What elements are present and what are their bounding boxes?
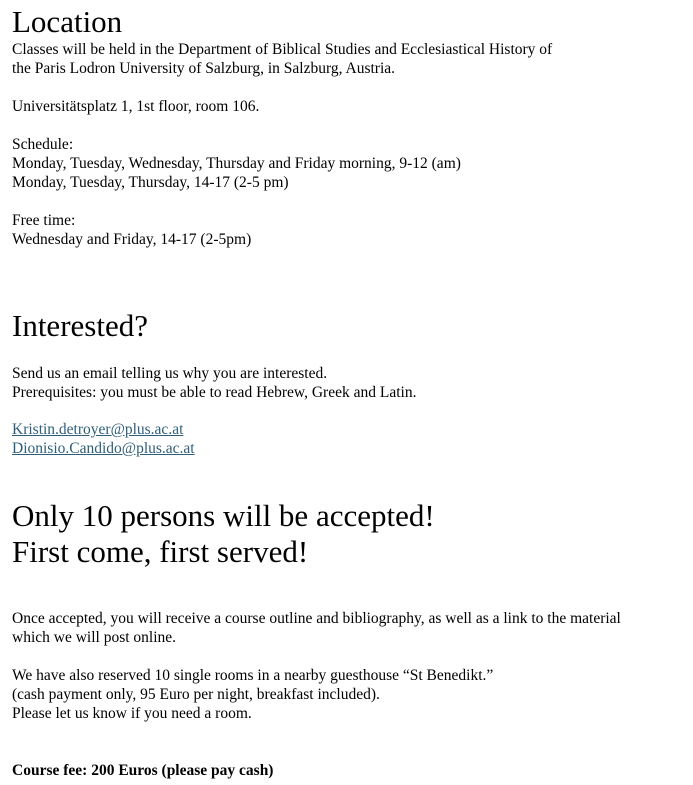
location-address: Universitätsplatz 1, 1st floor, room 106.: [12, 98, 260, 115]
location-line-2: the Paris Lodron University of Salzburg, in Salzburg, Austria.: [12, 60, 396, 77]
accepted-line-2: which we will post online.: [12, 629, 177, 646]
interested-line-1: Send us an email telling us why you are interested.: [12, 365, 328, 382]
rooms-line-2: (cash payment only, 95 Euro per night, breakfast included).: [12, 686, 380, 703]
rooms-line-3: Please let us know if you need a room.: [12, 705, 252, 722]
notice-line-1: Only 10 persons will be accepted!: [12, 498, 435, 533]
free-time-label: Free time:: [12, 212, 76, 229]
location-line-1: Classes will be held in the Department of Biblical Studies and Ecclesiastical History of: [12, 41, 553, 58]
prerequisites-line: Prerequisites: you must be able to read Hebrew, Greek and Latin.: [12, 384, 417, 401]
schedule-line-2: Monday, Tuesday, Thursday, 14-17 (2-5 pm): [12, 174, 289, 191]
rooms-line-1: We have also reserved 10 single rooms in a nearby guesthouse “St Benedikt.”: [12, 667, 494, 684]
email-link-kristin[interactable]: Kristin.detroyer@plus.ac.at: [12, 421, 184, 438]
schedule-line-1: Monday, Tuesday, Wednesday, Thursday and Friday morning, 9-12 (am): [12, 155, 461, 172]
accepted-line-1: Once accepted, you will receive a course outline and bibliography, as well as a link to the material: [12, 610, 621, 627]
free-time-line: Wednesday and Friday, 14-17 (2-5pm): [12, 231, 252, 248]
schedule-label: Schedule:: [12, 136, 74, 153]
interested-heading: Interested?: [12, 308, 148, 343]
email-link-dionisio[interactable]: Dionisio.Candido@plus.ac.at: [12, 440, 195, 457]
course-fee: Course fee: 200 Euros (please pay cash): [12, 762, 274, 779]
location-heading: Location: [12, 4, 123, 39]
notice-line-2: First come, first served!: [12, 534, 309, 569]
